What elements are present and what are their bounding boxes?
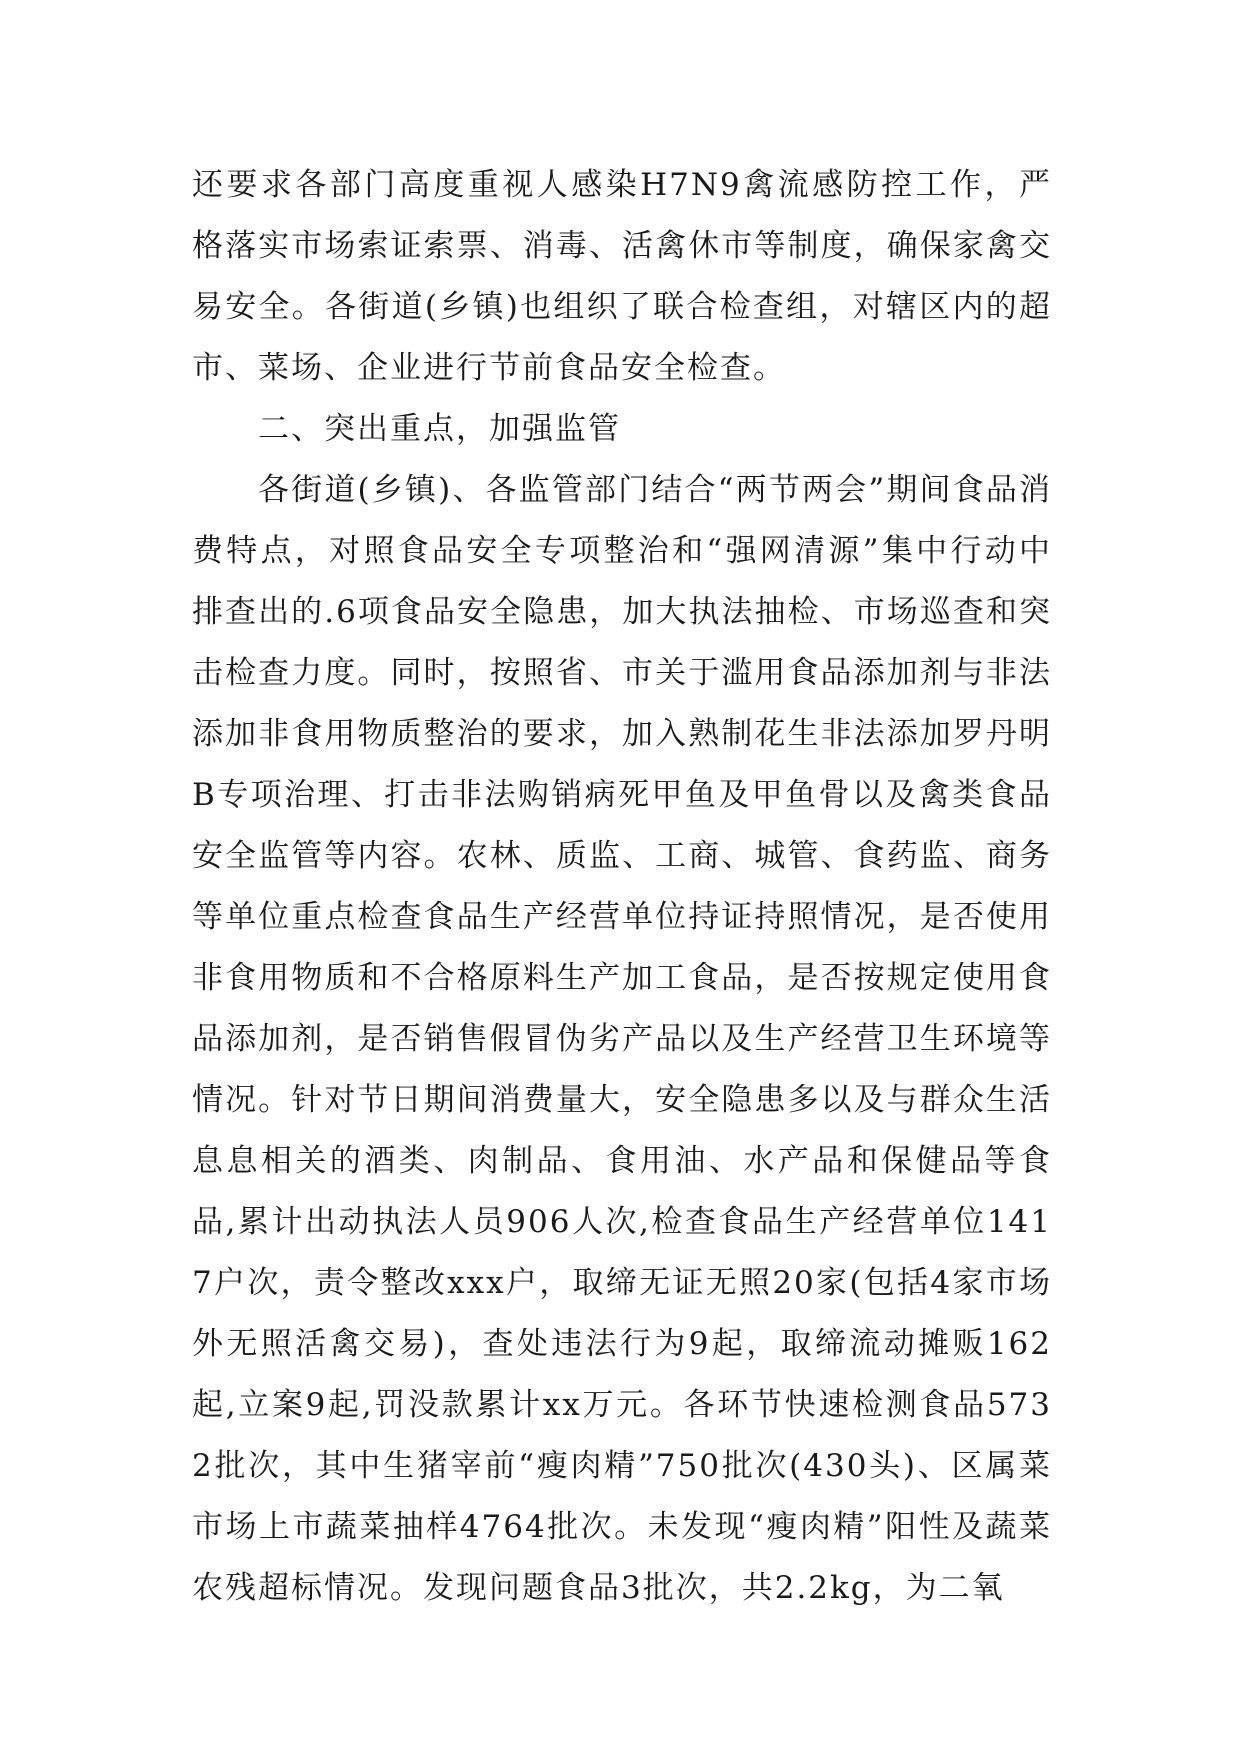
paragraph-continuation: 还要求各部门高度重视人感染H7N9禽流感防控工作，严格落实市场索证索票、消毒、活禽休市等制度，确保家禽交易安全。各街道(乡镇)也组织了联合检查组，对辖区内的超市、菜场、企业进行节前食品安全检查。 (192, 167, 1052, 386)
section-heading: 二、突出重点，加强监管 (258, 411, 621, 447)
document-body (192, 155, 1052, 1619)
paragraph-body: 各街道(乡镇)、各监管部门结合“两节两会”期间食品消费特点，对照食品安全专项整治和“强网清源”集中行动中排查出的.6项食品安全隐患，加大执法抽检、市场巡查和突击检查力度。同时，按照省、市关于滥用食品添加剂与非法添加非食用物质整治的要求，加入熟制花生非法添加罗丹明B专项治理、打击非法购销病死甲鱼及甲鱼骨以及禽类食品安全监管等内容。农林、质监、工商、城管、食药监、商务等单位重点检查食品生产经营单位持证持照情况，是否使用非食用物质和不合格原料生产加工食品，是否按规定使用食品添加剂，是否销售假冒伪劣产品以及生产经营卫生环境等情况。针对节日期间消费量大，安全隐患多以及与群众生活息息相关的酒类、肉制品、食用油、水产品和保健品等食品,累计出动执法人员906人次,检查食品生产经营单位1417户次，责令整改xxx户，取缔无证无照20家(包括4家市场外无照活禽交易)，查处违法行为9起，取缔流动摊贩162起,立案9起,罚没款累计xx万元。各环节快速检测食品5732批次，其中生猪宰前“瘦肉精”750批次(430头)、区属菜市场上市蔬菜抽样4764批次。未发现“瘦肉精”阳性及蔬菜农残超标情况。发现问题食品3批次，共2.2kg，为二氧 (192, 472, 1052, 1606)
